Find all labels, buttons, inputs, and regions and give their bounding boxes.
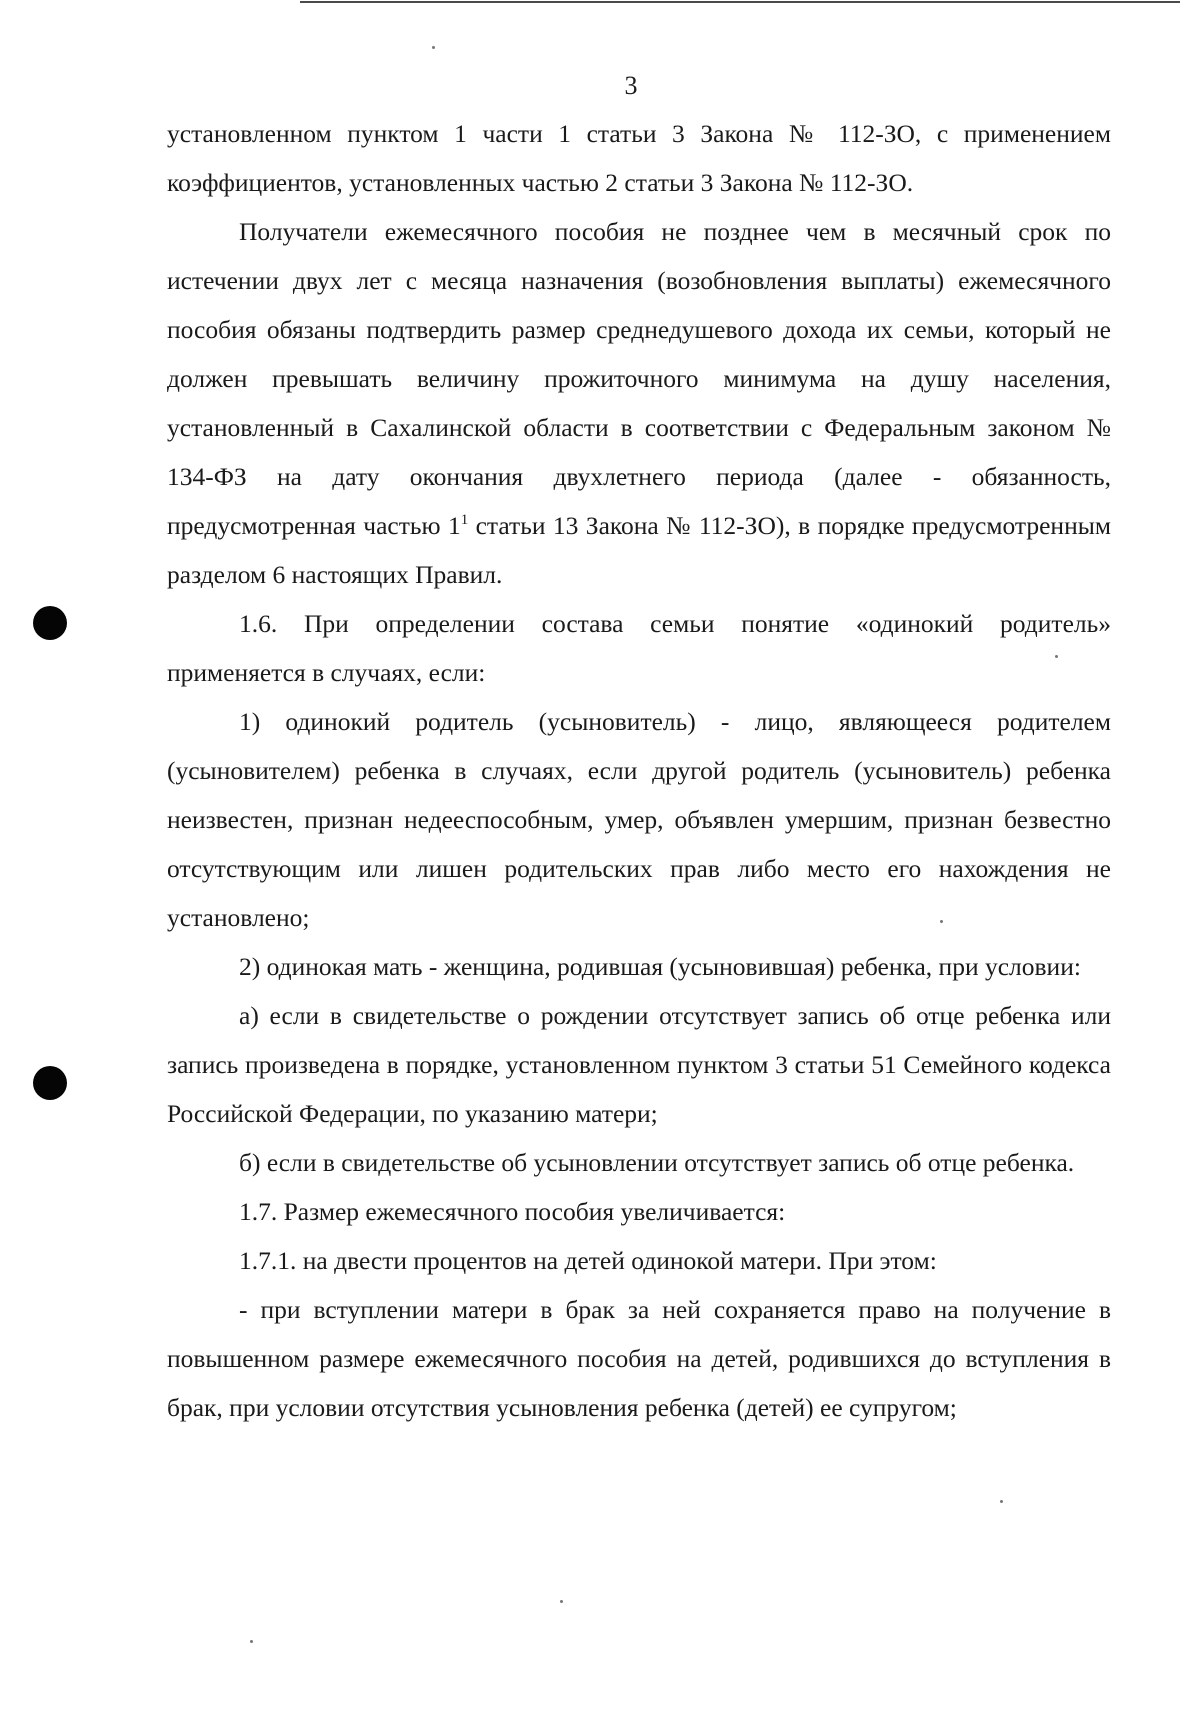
paragraph-1-6: 1.6. При определении состава семьи понятие «одинокий родитель» применяется в случаях, если: [167, 609, 1111, 687]
scan-speck [432, 46, 435, 49]
paragraph-recipients-text: Получатели ежемесячного пособия не позднее чем в месячный срок по истечении двух лет с месяца назначения (возобновления выплаты) ежемесячного пособия обязаны подтвердить размер среднедушевого дохода их семьи, который не должен превышать величину прожиточного минимума на душу населения, установленный в Сахалинской области в соответствии с Федеральным законом № 134-ФЗ на дату окончания двухлетнего периода (далее - обязанность, предусмотренная частью 1 [167, 217, 1111, 540]
scan-speck [1000, 1500, 1003, 1503]
scan-speck [940, 920, 943, 923]
paragraph-single-parent: 1) одинокий родитель (усыновитель) - лицо, являющееся родителем (усыновителем) ребенка в случаях, если другой родитель (усыновитель) ребенка неизвестен, признан недееспособным, умер, объявлен умершим, признан безвестно отсутствующим или лишен родительских прав либо место его нахождения не установлено; [167, 707, 1111, 932]
page-number: 3 [624, 71, 638, 100]
paragraph-adoption-certificate: б) если в свидетельстве об усыновлении отсутствует запись об отце ребенка. [239, 1148, 1075, 1177]
paragraph-birth-certificate: а) если в свидетельстве о рождении отсутствует запись об отце ребенка или запись произведена в порядке, установленном пунктом 3 статьи 51 Семейного кодекса Российской Федерации, по указанию матери; [167, 1001, 1111, 1128]
paragraph-recipients-text-end: статьи 13 Закона № 112-ЗО), в порядке предусмотренным разделом 6 настоящих Правил. [167, 511, 1111, 589]
paragraph-1-7: 1.7. Размер ежемесячного пособия увеличивается: [239, 1197, 786, 1226]
scan-speck [250, 1640, 253, 1643]
superscript-marker: 1 [460, 512, 469, 528]
paragraph-recipients-obligation [167, 207, 1111, 599]
punch-hole-mark [33, 606, 67, 640]
top-border-line [300, 1, 1180, 3]
scan-speck [560, 1600, 563, 1603]
paragraph-coefficients: установленном пунктом 1 части 1 статьи 3 Закона № 112-ЗО, с применением коэффициентов, установленных частью 2 статьи 3 Закона № 112-ЗО. [167, 119, 1111, 197]
punch-hole-mark [33, 1066, 67, 1100]
paragraph-1-7-1: 1.7.1. на двести процентов на детей одинокой матери. При этом: [239, 1246, 937, 1275]
paragraph-marriage: - при вступлении матери в брак за ней сохраняется право на получение в повышенном размере ежемесячного пособия на детей, родившихся до вступления в брак, при условии отсутствия усыновления ребенка (детей) ее супругом; [167, 1295, 1111, 1422]
scan-speck [1055, 655, 1058, 658]
document-body [167, 109, 1111, 1432]
paragraph-single-mother: 2) одинокая мать - женщина, родившая (усыновившая) ребенка, при условии: [239, 952, 1081, 981]
